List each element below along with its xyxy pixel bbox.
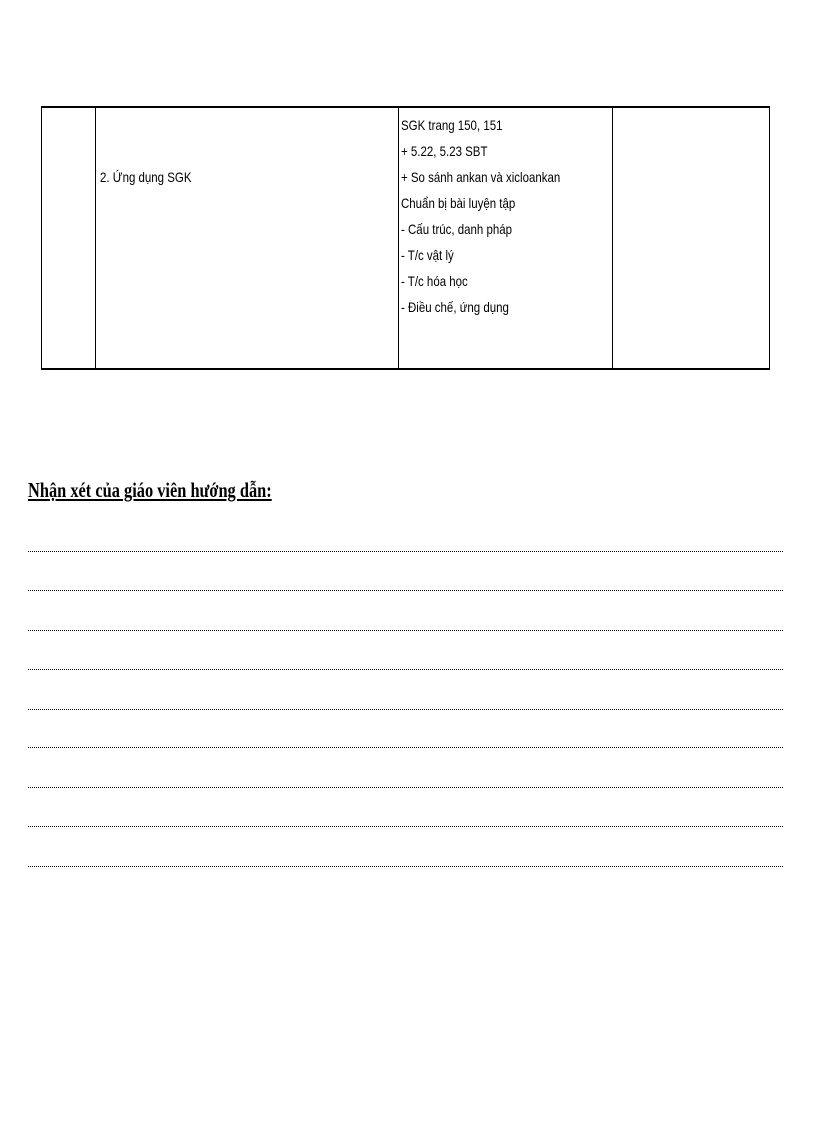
comment-line[interactable] (28, 669, 783, 670)
comment-line[interactable] (28, 826, 783, 827)
comment-line[interactable] (28, 590, 783, 591)
table-row (42, 107, 770, 369)
table-cell-content (96, 107, 399, 369)
notes-list (401, 112, 575, 320)
lesson-table (41, 106, 770, 370)
comment-heading: Nhận xét của giáo viên hướng dẫn: (28, 478, 272, 502)
comment-line[interactable] (28, 787, 783, 788)
table-cell-extra (612, 107, 769, 369)
comment-line[interactable] (28, 630, 783, 631)
comment-line[interactable] (28, 747, 783, 748)
comment-line[interactable] (28, 551, 783, 552)
notes-line: - T/c hóa học (401, 273, 469, 289)
comment-line[interactable] (28, 709, 783, 710)
notes-line: + So sánh ankan và xicloankan (401, 169, 561, 185)
notes-line: - T/c vật lý (401, 247, 455, 263)
notes-line: Chuẩn bị bài luyện tập (401, 195, 516, 211)
table-cell-notes (399, 107, 612, 369)
notes-line: + 5.22, 5.23 SBT (401, 143, 488, 159)
notes-line: - Điều chế, ứng dụng (401, 299, 510, 315)
notes-line: SGK trang 150, 151 (401, 117, 503, 133)
table-cell-index (42, 107, 96, 369)
content-label: 2. Ứng dụng SGK (100, 169, 192, 185)
comment-line[interactable] (28, 866, 783, 867)
notes-line: - Cấu trúc, danh pháp (401, 221, 513, 237)
